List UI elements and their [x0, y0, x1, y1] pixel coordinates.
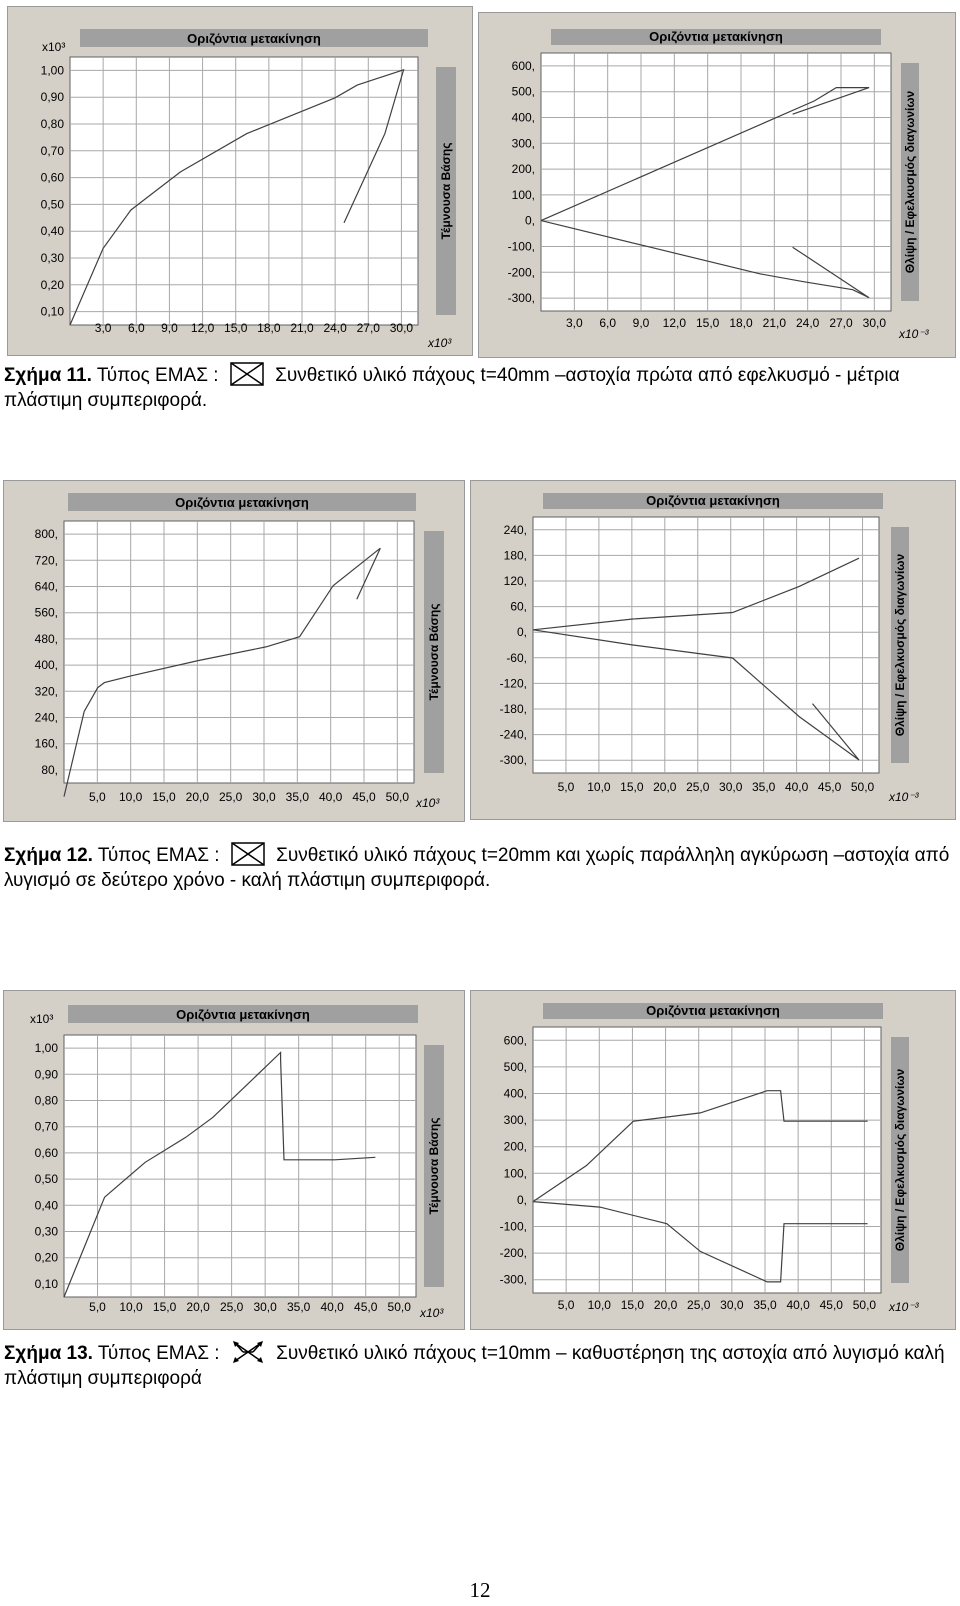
x-tick-label: 20,0	[653, 1298, 678, 1312]
x-tick-label: 3,0	[94, 321, 112, 335]
x-tick-label: 30,0	[862, 316, 887, 330]
x-tick-label: 45,0	[817, 780, 842, 794]
y-tick-label: 500,	[511, 84, 535, 99]
y-tick-label: 200,	[511, 162, 535, 177]
x-tick-label: 21,0	[762, 316, 787, 330]
y-axis-label: Θλίψη / Εφελκυσμός διαγωνίων	[893, 553, 907, 737]
figure-caption-2	[4, 842, 954, 893]
x-tick-label: 35,0	[286, 1300, 311, 1314]
y-tick-label: 0,80	[40, 117, 64, 131]
y-tick-label: 600,	[503, 1033, 527, 1048]
y-tick-label: 0,60	[40, 170, 64, 185]
chart-panel-3	[3, 480, 465, 822]
y-tick-label: 0,80	[34, 1093, 58, 1108]
x-tick-label: 5,0	[557, 1298, 575, 1312]
chart-panel-5	[3, 990, 465, 1330]
x-multiplier: x10⁻³	[889, 1300, 919, 1314]
y-tick-label: 800,	[34, 527, 58, 542]
x-tick-label: 40,0	[786, 1298, 810, 1312]
y-tick-label: 0,	[516, 1192, 527, 1207]
x-multiplier: x10⁻³	[899, 327, 929, 341]
x-multiplier: x10³	[416, 796, 440, 810]
chart-title: Οριζόντια μετακίνηση	[175, 495, 309, 510]
y-tick-label: 560,	[34, 605, 58, 620]
x-tick-label: 5,0	[557, 780, 575, 794]
y-tick-label: 500,	[503, 1059, 527, 1074]
y-tick-label: 0,70	[34, 1119, 58, 1134]
x-tick-label: 35,0	[753, 1298, 777, 1312]
y-tick-label: 0,	[516, 625, 527, 640]
chart-panel-6	[470, 990, 956, 1330]
x-tick-label: 9,0	[632, 316, 650, 330]
x-tick-label: 30,0	[719, 780, 743, 794]
x-tick-label: 25,0	[686, 780, 710, 794]
chart-title: Οριζόντια μετακίνηση	[646, 493, 780, 508]
x-tick-label: 25,0	[219, 1300, 244, 1314]
x-tick-label: 45,0	[354, 1300, 378, 1314]
x-tick-label: 21,0	[290, 321, 314, 335]
chart-4	[471, 481, 957, 821]
page-number: 12	[469, 1578, 491, 1602]
x-tick-label: 6,0	[127, 321, 145, 335]
caption-type: Τύπος ΕΜΑΣ :	[97, 1343, 220, 1364]
y-tick-label: 0,50	[40, 197, 64, 212]
chart-panel-2	[478, 12, 956, 358]
y-tick-label: 400,	[511, 110, 535, 125]
y-tick-label: 240,	[503, 522, 527, 537]
x-multiplier: x10³	[428, 336, 452, 350]
x-tick-label: 45,0	[819, 1298, 843, 1312]
x-tick-label: 10,0	[118, 790, 143, 804]
y-tick-label: 200,	[503, 1139, 527, 1154]
figure-caption-1	[4, 362, 954, 413]
y-tick-label: -200,	[499, 1246, 527, 1261]
x-tick-label: 15,0	[620, 780, 644, 794]
y-tick-label: 1,00	[40, 63, 64, 78]
y-tick-label: 1,00	[34, 1041, 58, 1056]
crossed-box-icon	[231, 842, 265, 866]
x-tick-label: 20,0	[186, 1300, 210, 1314]
x-tick-label: 25,0	[687, 1298, 711, 1312]
y-tick-label: 400,	[503, 1086, 527, 1101]
x-tick-label: 50,0	[850, 780, 875, 794]
caption-number: Σχήμα 13.	[4, 1343, 93, 1364]
y-axis-label: Τέμνουσα Βάσης	[439, 142, 453, 240]
x-tick-label: 5,0	[89, 1300, 106, 1314]
chart-title: Οριζόντια μετακίνηση	[646, 1003, 780, 1018]
x-tick-label: 15,0	[152, 1300, 177, 1314]
y-tick-label: -60,	[506, 650, 527, 665]
y-tick-label: -300,	[499, 1272, 527, 1287]
y-tick-label: 0,10	[40, 304, 64, 319]
y-tick-label: 60,	[510, 599, 527, 614]
chart-3	[4, 481, 466, 823]
x-tick-label: 6,0	[599, 316, 617, 330]
x-tick-label: 30,0	[252, 790, 276, 804]
x-tick-label: 24,0	[795, 316, 820, 330]
x-multiplier: x10³	[420, 1306, 444, 1320]
x-tick-label: 50,0	[852, 1298, 877, 1312]
y-tick-label: 0,20	[40, 277, 64, 292]
y-tick-label: 300,	[503, 1113, 527, 1128]
x-tick-label: 5,0	[88, 790, 106, 804]
chart-1	[8, 7, 474, 357]
y-axis-label: Τέμνουσα Βάσης	[427, 1117, 441, 1215]
x-tick-label: 20,0	[185, 790, 210, 804]
y-tick-label: 480,	[34, 631, 58, 646]
y-tick-label: 100,	[503, 1166, 527, 1181]
y-tick-label: 80,	[41, 762, 58, 777]
x-tick-label: 12,0	[190, 321, 215, 335]
x-tick-label: 35,0	[285, 790, 310, 804]
figure-caption-3	[4, 1340, 954, 1391]
y-tick-label: 0,60	[34, 1145, 58, 1160]
caption-type: Τύπος ΕΜΑΣ :	[96, 365, 219, 386]
chart-title: Οριζόντια μετακίνηση	[176, 1007, 310, 1022]
y-tick-label: 100,	[511, 187, 535, 202]
x-tick-label: 18,0	[257, 321, 281, 335]
y-tick-label: 0,50	[34, 1172, 58, 1187]
y-tick-label: 0,70	[40, 143, 64, 158]
y-tick-label: 0,30	[40, 251, 64, 265]
y-tick-label: 720,	[34, 553, 58, 568]
y-multiplier: x10³	[42, 40, 66, 54]
chart-title: Οριζόντια μετακίνηση	[187, 31, 321, 46]
chart-5	[4, 991, 466, 1331]
y-tick-label: 0,40	[34, 1198, 58, 1213]
x-tick-label: 50,0	[387, 1300, 411, 1314]
x-tick-label: 30,0	[389, 321, 414, 335]
x-tick-label: 3,0	[565, 316, 583, 330]
y-tick-label: -100,	[499, 1219, 527, 1234]
chart-panel-1	[7, 6, 473, 356]
y-tick-label: 600,	[511, 58, 535, 73]
x-tick-label: 40,0	[318, 790, 343, 804]
caption-type: Τύπος ΕΜΑΣ :	[97, 845, 220, 866]
y-tick-label: 400,	[34, 658, 58, 673]
x-tick-label: 10,0	[587, 1298, 611, 1312]
x-tick-label: 27,0	[829, 316, 853, 330]
y-tick-label: 0,90	[34, 1067, 58, 1082]
chart-panel-4	[470, 480, 956, 820]
y-tick-label: 0,30	[34, 1224, 58, 1239]
x-tick-label: 15,0	[224, 321, 248, 335]
y-tick-label: 0,40	[40, 224, 64, 239]
y-tick-label: 0,90	[40, 90, 64, 105]
x-tick-label: 45,0	[352, 790, 376, 804]
x-tick-label: 40,0	[320, 1300, 344, 1314]
y-tick-label: 120,	[503, 574, 527, 588]
x-tick-label: 30,0	[253, 1300, 277, 1314]
x-tick-label: 12,0	[662, 316, 687, 330]
y-tick-label: 320,	[34, 684, 58, 699]
caption-number: Σχήμα 11.	[4, 365, 92, 386]
x-tick-label: 10,0	[119, 1300, 143, 1314]
caption-number: Σχήμα 12.	[4, 845, 93, 866]
x-tick-label: 24,0	[323, 321, 347, 335]
y-tick-label: 0,	[524, 213, 535, 228]
x-tick-label: 9,0	[161, 321, 178, 335]
crossed-box-icon	[230, 362, 264, 386]
x-tick-label: 50,0	[385, 790, 410, 804]
x-tick-label: 15,0	[620, 1298, 645, 1312]
caption-text: Συνθετικό υλικό πάχους t=10mm – καθυστέρηση της αστοχία από λυγισμό καλή πλάστιμη συμπεριφορά	[4, 1343, 945, 1389]
y-tick-label: -180,	[499, 702, 527, 716]
y-axis-label: Τέμνουσα Βάσης	[427, 603, 441, 701]
x-tick-label: 15,0	[695, 316, 720, 330]
y-tick-label: 240,	[34, 710, 58, 725]
x-tick-label: 27,0	[356, 321, 380, 335]
y-tick-label: 160,	[34, 736, 58, 751]
y-tick-label: 300,	[511, 136, 535, 151]
x-tick-label: 40,0	[784, 780, 809, 794]
chart-6	[471, 991, 957, 1331]
arrow-cross-icon	[231, 1340, 265, 1364]
caption-text: Συνθετικό υλικό πάχους t=40mm –αστοχία πρώτα από εφελκυσμό - μέτρια πλάστιμη συμπεριφορά.	[4, 365, 900, 411]
y-axis-label: Θλίψη / Εφελκυσμός διαγωνίων	[903, 90, 917, 274]
chart-2	[479, 13, 957, 359]
y-tick-label: -100,	[507, 239, 535, 254]
y-tick-label: 640,	[34, 579, 58, 594]
y-tick-label: -300,	[507, 291, 535, 306]
x-multiplier: x10⁻³	[889, 790, 919, 804]
x-tick-label: 15,0	[152, 790, 176, 804]
x-tick-label: 25,0	[218, 790, 243, 804]
y-tick-label: 0,10	[34, 1276, 58, 1291]
caption-text: Συνθετικό υλικό πάχους t=20mm και χωρίς παράλληλη αγκύρωση –αστοχία από λυγισμό σε δεύτερο χρόνο - καλή πλάστιμη συμπεριφορά.	[4, 845, 950, 891]
y-tick-label: -300,	[499, 753, 527, 768]
x-tick-label: 18,0	[729, 316, 753, 330]
x-tick-label: 35,0	[751, 780, 776, 794]
y-tick-label: -200,	[507, 265, 535, 280]
y-tick-label: -120,	[499, 676, 527, 691]
x-tick-label: 30,0	[720, 1298, 744, 1312]
y-tick-label: 0,20	[34, 1250, 58, 1265]
chart-title: Οριζόντια μετακίνηση	[649, 29, 783, 44]
x-tick-label: 10,0	[587, 780, 611, 794]
y-multiplier: x10³	[30, 1012, 54, 1026]
y-axis-label: Θλίψη / Εφελκυσμός διαγωνίων	[893, 1068, 907, 1252]
y-tick-label: -240,	[499, 727, 527, 742]
x-tick-label: 20,0	[653, 780, 677, 794]
y-tick-label: 180,	[503, 548, 527, 563]
